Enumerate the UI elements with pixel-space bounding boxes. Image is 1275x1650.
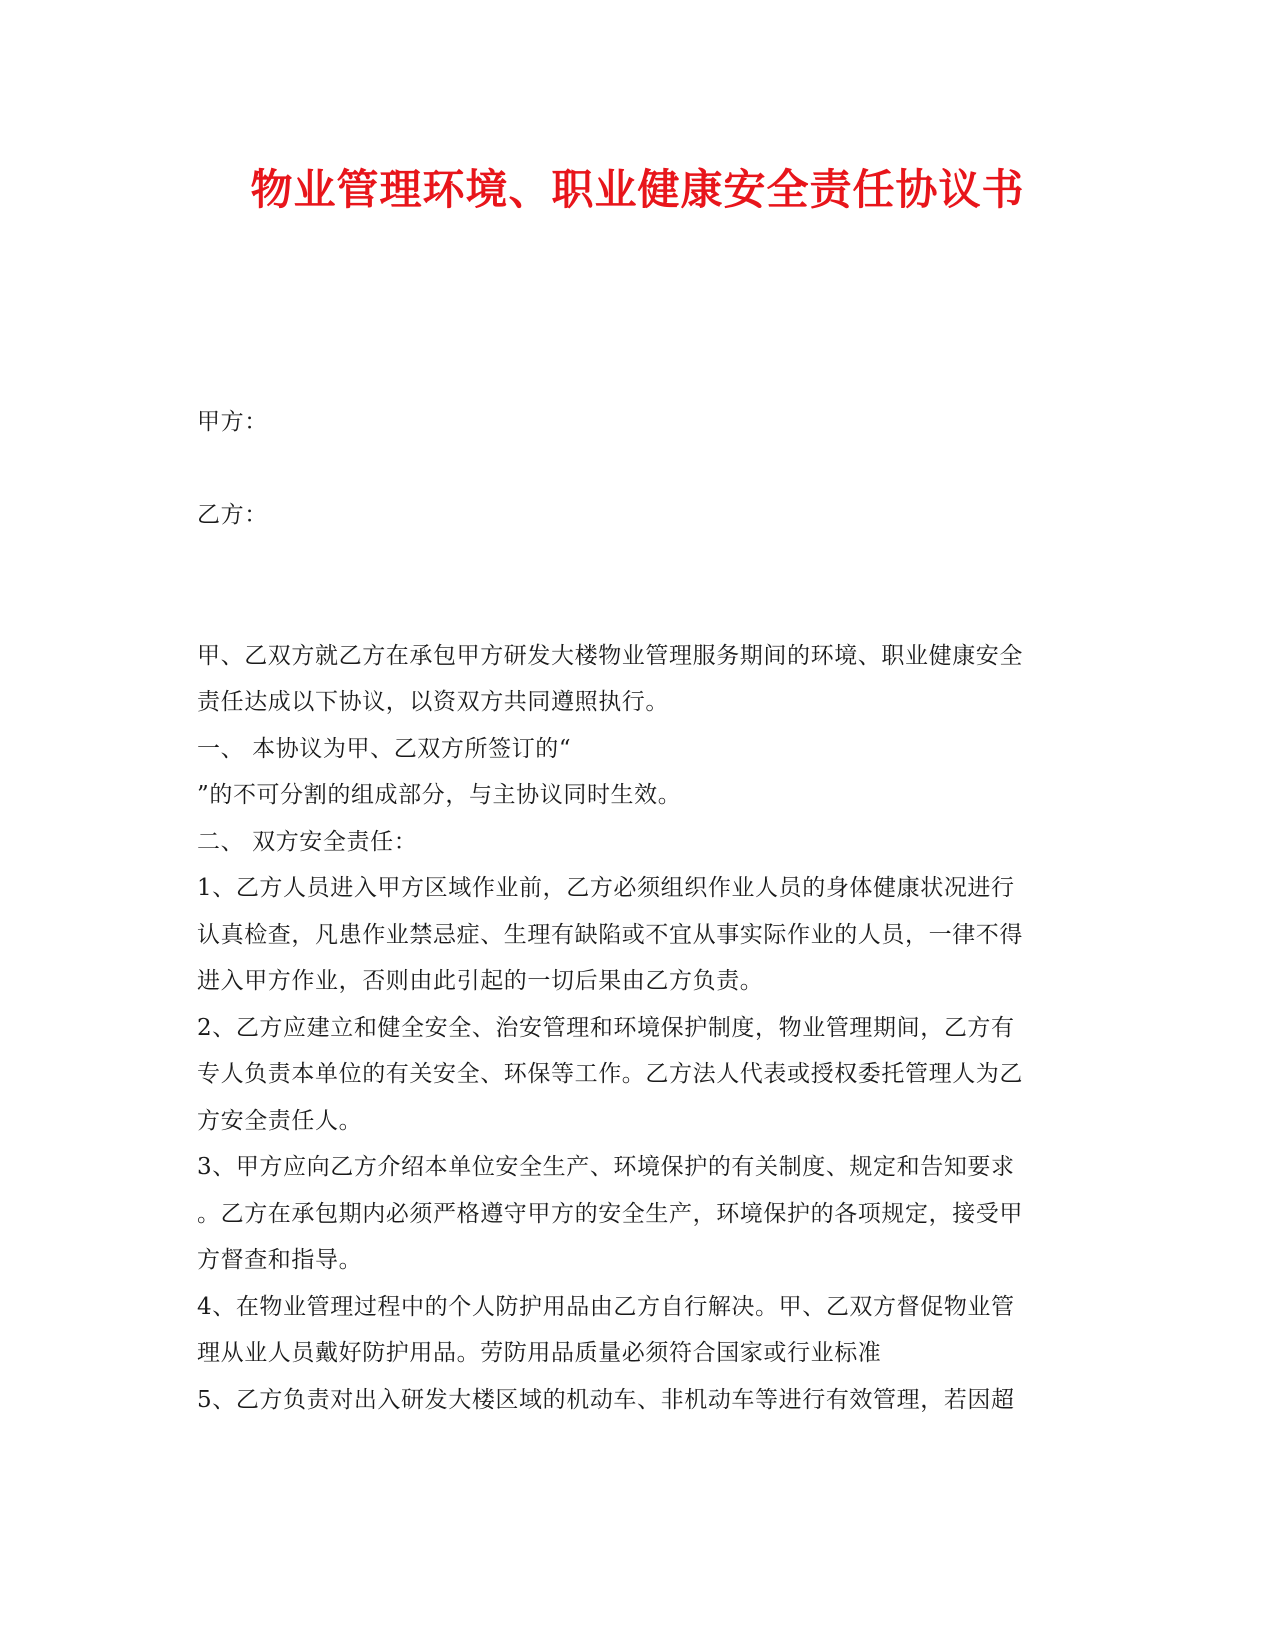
body-line: 。乙方在承包期内必须严格遵守甲方的安全生产，环境保护的各项规定，接受甲	[197, 1201, 1023, 1227]
body-line: 认真检查，凡患作业禁忌症、生理有缺陷或不宜从事实际作业的人员，一律不得	[197, 922, 1023, 948]
body-line: 责任达成以下协议，以资双方共同遵照执行。	[197, 689, 669, 715]
document-title: 物业管理环境、职业健康安全责任协议书	[250, 165, 1025, 214]
body-line: 1、乙方人员进入甲方区域作业前，乙方必须组织作业人员的身体健康状况进行	[197, 875, 1015, 901]
body-line: 进入甲方作业，否则由此引起的一切后果由乙方负责。	[197, 968, 764, 994]
body-line: 二、 双方安全责任：	[197, 829, 418, 855]
body-line: 专人负责本单位的有关安全、环保等工作。乙方法人代表或授权委托管理人为乙	[197, 1061, 1023, 1087]
party-b-label: 乙方：	[197, 502, 268, 528]
body-line: 3、甲方应向乙方介绍本单位安全生产、环境保护的有关制度、规定和告知要求	[197, 1154, 1015, 1180]
party-a-label: 甲方：	[197, 409, 268, 435]
body-line: 5、乙方负责对出入研发大楼区域的机动车、非机动车等进行有效管理，若因超	[197, 1387, 1015, 1413]
body-line: 理从业人员戴好防护用品。劳防用品质量必须符合国家或行业标准	[197, 1340, 882, 1366]
body-line: ”的不可分割的组成部分，与主协议同时生效。	[197, 782, 682, 808]
body-line: 2、乙方应建立和健全安全、治安管理和环境保护制度，物业管理期间，乙方有	[197, 1015, 1015, 1041]
body-line: 甲、乙双方就乙方在承包甲方研发大楼物业管理服务期间的环境、职业健康安全	[197, 643, 1023, 669]
body-line: 一、 本协议为甲、乙双方所签订的“	[197, 736, 572, 762]
body-line: 4、在物业管理过程中的个人防护用品由乙方自行解决。甲、乙双方督促物业管	[197, 1294, 1015, 1320]
body-line: 方督查和指导。	[197, 1247, 363, 1273]
body-line: 方安全责任人。	[197, 1108, 363, 1134]
